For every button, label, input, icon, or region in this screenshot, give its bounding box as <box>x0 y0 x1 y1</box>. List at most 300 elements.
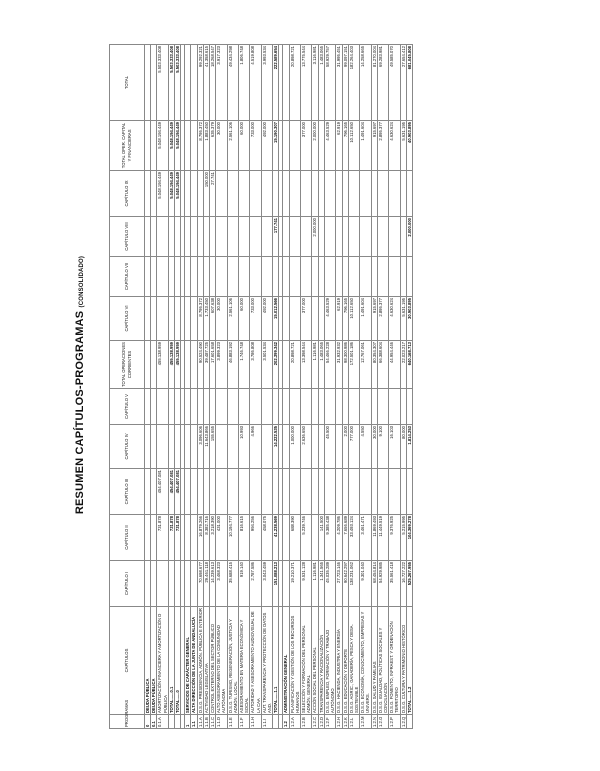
amount-cell <box>239 217 250 257</box>
amount-cell: 80.354.307 <box>371 341 377 389</box>
amount-cell: 30.000 <box>216 297 227 341</box>
amount-cell: 3.218.390 <box>210 515 216 561</box>
amount-cell: 44.954.446 <box>389 341 400 389</box>
program-label: TOTAL......0 <box>175 607 181 715</box>
amount-cell: 1.483.065 <box>318 45 324 121</box>
amount-cell: 9.301.040 <box>360 561 371 607</box>
program-label: D.S.G. AGRIC., GANADERÍA, PESCA Y DESA. SOSTENIBLE <box>348 607 359 715</box>
amount-cell: 5.048.194.449 <box>157 121 168 171</box>
amount-cell <box>216 389 227 425</box>
amount-cell: 455.138.959 <box>157 341 168 389</box>
program-code: 1.2 <box>283 715 289 729</box>
amount-cell <box>250 171 261 217</box>
amount-cell <box>289 389 300 425</box>
amount-cell: 15.012.566 <box>273 297 279 341</box>
amount-cell: 69.283.981 <box>377 45 388 121</box>
program-code: 0 <box>145 715 151 729</box>
amount-cell: 16.103 <box>389 425 400 469</box>
amount-cell <box>227 257 238 297</box>
amount-cell: 14.258.665 <box>360 45 371 121</box>
amount-cell <box>377 171 388 217</box>
amount-cell: 104.369.278 <box>406 515 412 561</box>
amount-cell: 10.993 <box>239 425 250 469</box>
program-code: 1.1.H <box>250 715 261 729</box>
column-header: TOTAL OPER. CAPITAL Y FINANCIERAS <box>110 121 145 171</box>
amount-cell: 4.519.808 <box>250 45 261 121</box>
program-label: D.S.G. EMPLEO, FORMACIÓN Y TRABAJO AUTÓNOMO <box>324 607 335 715</box>
amount-cell <box>216 469 227 515</box>
amount-cell: 816.615 <box>239 515 250 561</box>
table-row <box>389 45 400 729</box>
amount-cell <box>239 389 250 425</box>
amount-cell <box>301 217 312 257</box>
amount-cell: 1.883.450 <box>203 121 209 171</box>
amount-cell: 731.878 <box>168 515 174 561</box>
amount-cell: 607.638 <box>210 297 216 341</box>
column-header: CAPÍTULO III <box>110 469 145 515</box>
column-header: CAPÍTULO VIII <box>110 217 145 257</box>
program-code: 1.2.P <box>389 715 400 729</box>
program-code: 1.2.A <box>289 715 300 729</box>
amount-cell <box>289 121 300 171</box>
amount-cell: 1.814.253 <box>406 425 412 469</box>
amount-cell <box>289 297 300 341</box>
amount-cell: 16.727.222 <box>400 561 406 607</box>
amount-cell: 29.461.118 <box>203 561 209 607</box>
amount-cell: 2.636.650 <box>301 425 312 469</box>
amount-cell: 5.503.333.408 <box>175 45 181 121</box>
amount-cell <box>406 171 412 217</box>
program-label: ASESORAMIENTO EN MATERIA ECONÓMICA Y SOCIAL <box>239 607 250 715</box>
program-code: 1.2.M <box>360 715 371 729</box>
amount-cell: 377.000 <box>301 121 312 171</box>
amount-cell: 3.501.534 <box>261 341 272 389</box>
amount-cell: 492.000 <box>261 121 272 171</box>
amount-cell: 733.000 <box>250 297 261 341</box>
amount-cell: 796.165 <box>342 121 348 171</box>
amount-cell: 202.399.342 <box>273 341 279 389</box>
amount-cell: 688.390 <box>289 515 300 561</box>
amount-cell: 182.264.403 <box>348 45 359 121</box>
amount-cell: 80.000 <box>400 425 406 469</box>
column-header: CAPÍTULO V <box>110 389 145 425</box>
amount-cell <box>227 425 238 469</box>
amount-cell: 1.733.450 <box>203 297 209 341</box>
amount-cell <box>261 389 272 425</box>
program-label: CONTROL EXTERNO DEL SECTOR PÚBLICO <box>210 607 216 715</box>
amount-cell: 9.531.128 <box>301 561 312 607</box>
amount-cell: 4.630.624 <box>389 121 400 171</box>
program-label: AUT. TRANSPARENCIA Y PROTECCIÓN DE DATOS AND. <box>261 607 272 715</box>
amount-cell <box>289 171 300 217</box>
amount-cell: 35.688.415 <box>227 561 238 607</box>
table-row <box>360 45 371 729</box>
amount-cell: 60.000 <box>239 121 250 171</box>
program-label: SERVICIOS DE CARÁCTER GENERAL <box>185 607 191 715</box>
column-header: CAPÍTULOS <box>110 607 145 715</box>
amount-cell: 994.256 <box>250 515 261 561</box>
amount-cell: 1.491.604 <box>360 297 371 341</box>
amount-cell: 8.382.716 <box>203 515 209 561</box>
amount-cell <box>216 171 227 217</box>
amount-cell: 1.341.565 <box>318 561 324 607</box>
amount-cell <box>157 217 168 257</box>
amount-cell: 14.222.535 <box>273 425 279 469</box>
column-header: TOTAL OPERACIONES CORRIENTES <box>110 341 145 389</box>
amount-cell: 45.035.289 <box>324 561 335 607</box>
program-code: 1.2.H <box>336 715 342 729</box>
program-code: 1.2.B <box>301 715 312 729</box>
table-row <box>289 45 300 729</box>
program-code: 1 <box>185 715 191 729</box>
amount-cell: 54.929.985 <box>377 561 388 607</box>
program-code: 1.2.O <box>377 715 388 729</box>
amount-cell <box>157 389 168 425</box>
amount-cell: 2.000.000 <box>312 217 318 257</box>
amount-cell: 12.767.061 <box>360 341 371 389</box>
amount-cell <box>261 217 272 257</box>
amount-cell: 492.000 <box>261 297 272 341</box>
amount-cell: 5.048.194.449 <box>168 171 174 217</box>
amount-cell: 3.116.981 <box>312 45 318 121</box>
program-label: PLANIFICACIÓN Y GESTIÓN DE LOS RECURSOS HUMANOS <box>289 607 300 715</box>
amount-cell: 4.209.786 <box>336 515 342 561</box>
amount-cell: 27.654.412 <box>400 45 406 121</box>
program-label: TOTAL......0.1 <box>168 607 174 715</box>
amount-cell: 919.140 <box>239 561 250 607</box>
amount-cell: 4.463.529 <box>324 121 335 171</box>
amount-cell <box>389 217 400 257</box>
program-code: 1.2.F <box>324 715 335 729</box>
amount-cell <box>360 469 371 515</box>
amount-cell: 41.358.615 <box>203 45 209 121</box>
amount-cell <box>324 389 335 425</box>
amount-cell <box>348 257 359 297</box>
amount-cell <box>389 389 400 425</box>
amount-cell: 733.000 <box>250 121 261 171</box>
amount-cell: 30.903.895 <box>406 297 412 341</box>
amount-cell: 454.407.081 <box>168 469 174 515</box>
table-row <box>301 45 312 729</box>
amount-cell <box>227 389 238 425</box>
amount-cell <box>261 425 272 469</box>
program-label: D.S.G. IGUALDAD, POLÍTICAS SOCIALES Y CONCILIACIÓN <box>377 607 388 715</box>
amount-cell: 20.898.721 <box>289 341 300 389</box>
amount-cell: 915.697 <box>371 121 377 171</box>
column-header: CAPÍTULO VI <box>110 297 145 341</box>
amount-cell <box>348 171 359 217</box>
table-row <box>377 45 388 729</box>
amount-cell <box>377 217 388 257</box>
amount-cell: 172.501.186 <box>348 341 359 389</box>
amount-cell: 8.795.372 <box>197 121 203 171</box>
page-title <box>74 35 86 735</box>
amount-cell <box>406 257 412 297</box>
amount-cell: 150.000 <box>203 171 209 217</box>
amount-cell: 66.388.604 <box>377 341 388 389</box>
amount-cell: 2.561.106 <box>227 121 238 171</box>
amount-cell <box>348 217 359 257</box>
program-label: ACTIVIDAD LEGISLATIVA <box>203 607 209 715</box>
program-label: DEUDA PÚBLICA <box>151 607 157 715</box>
program-code: 1.2.N <box>371 715 377 729</box>
amount-cell: 90.642.297 <box>342 561 348 607</box>
program-label: TOTAL......1.1 <box>273 607 279 715</box>
amount-cell <box>301 469 312 515</box>
amount-cell <box>261 171 272 217</box>
program-code: 1.2.C <box>312 715 318 729</box>
amount-cell: 15.190.307 <box>273 121 279 171</box>
amount-cell <box>360 389 371 425</box>
program-label: AUTORIDAD Y ASESORAMIENTO AUDIOVISUAL DE LA CAA <box>250 607 261 715</box>
amount-cell: 3.043.459 <box>261 561 272 607</box>
amount-cell: 13.775.544 <box>301 45 312 121</box>
amount-cell: 58.929.757 <box>324 45 335 121</box>
amount-cell: 20.898.721 <box>289 45 300 121</box>
amount-cell: 98.300.986 <box>342 341 348 389</box>
amount-cell <box>216 257 227 297</box>
program-code: 1.2.Q <box>400 715 406 729</box>
amount-cell: 2.787.586 <box>250 561 261 607</box>
program-code: 0.1.A <box>157 715 168 729</box>
amount-cell <box>406 389 412 425</box>
amount-cell: 5.048.194.449 <box>157 171 168 217</box>
amount-cell <box>360 171 371 217</box>
amount-cell: 458.075 <box>261 515 272 561</box>
amount-cell: 1.806.748 <box>239 45 250 121</box>
amount-cell: 731.878 <box>175 515 181 561</box>
amount-cell <box>157 297 168 341</box>
amount-cell: 5.239.746 <box>301 515 312 561</box>
amount-cell: 40.903.895 <box>406 121 412 171</box>
amount-cell: 11.869.493 <box>371 515 377 561</box>
table-body <box>145 45 413 729</box>
amount-cell: 10.112.650 <box>348 121 359 171</box>
amount-cell: 3.096.606 <box>197 425 203 469</box>
amount-cell <box>239 469 250 515</box>
amount-cell <box>324 171 335 217</box>
subtitle-text: (CONSOLIDADO) <box>79 255 85 308</box>
amount-cell: 49.585.070 <box>389 45 400 121</box>
column-header: TOTAL <box>110 45 145 121</box>
amount-cell <box>261 469 272 515</box>
amount-cell: 455.138.959 <box>168 341 174 389</box>
amount-cell <box>250 257 261 297</box>
amount-cell: 796.165 <box>342 297 348 341</box>
table-row <box>157 45 168 729</box>
amount-cell: 4.630.624 <box>389 297 400 341</box>
program-label: D.S.G. CULTURA Y PATRIMONIO HISTÓRICO <box>400 607 406 715</box>
amount-cell: 39.487.725 <box>203 341 209 389</box>
amount-cell <box>250 389 261 425</box>
amount-cell: 731.878 <box>157 515 168 561</box>
program-code <box>406 715 412 729</box>
program-label: D.S.G. PRESIDENCIA, ADMÓN. PÚBLICA E INTERIOR <box>197 608 203 713</box>
program-code: 1.1.D <box>216 715 227 729</box>
column-header: PROGRAMAS <box>110 715 145 729</box>
amount-cell: 1.116.981 <box>312 561 318 607</box>
column-header: CAPÍTULO VII <box>110 257 145 297</box>
amount-cell <box>250 469 261 515</box>
program-label: TRANSPARENCIA Y RACIONALIZACIÓN <box>318 607 324 715</box>
amount-cell: 31.995.451 <box>336 45 342 121</box>
amount-cell: 41.238.569 <box>273 515 279 561</box>
amount-cell: 4.966 <box>250 425 261 469</box>
amount-cell: 30.000 <box>216 121 227 171</box>
amount-cell: 1.000.000 <box>289 425 300 469</box>
amount-cell: 151.088.213 <box>273 561 279 607</box>
amount-cell: 3.786.808 <box>250 341 261 389</box>
amount-cell <box>227 171 238 217</box>
amount-cell <box>216 217 227 257</box>
program-code: 1.1.C <box>210 715 216 729</box>
amount-cell: 27.741 <box>210 171 216 217</box>
program-label: ACCIÓN SOCIAL DEL PERSONAL <box>312 607 318 715</box>
table-row <box>250 45 261 729</box>
amount-cell <box>239 171 250 217</box>
amount-cell: 2.895.377 <box>377 297 388 341</box>
amount-cell: 62.919 <box>336 121 342 171</box>
amount-cell: 222.589.654 <box>273 45 279 121</box>
table-row <box>227 45 238 729</box>
amount-cell: 10.194.777 <box>227 515 238 561</box>
amount-cell: 9.376.925 <box>389 515 400 561</box>
amount-cell: 635.379 <box>210 121 216 171</box>
amount-cell: 18.268.547 <box>210 45 216 121</box>
program-code: 1.1.F <box>239 715 250 729</box>
program-label: AMORTIZACIÓN FINANCIERA Y AMORTIZACIÓN D PÚBLICA <box>157 607 168 715</box>
amount-cell <box>389 469 400 515</box>
amount-cell <box>360 257 371 297</box>
amount-cell <box>157 561 168 607</box>
amount-cell: 54.466.228 <box>324 341 335 389</box>
program-code: 0.1 <box>151 715 157 729</box>
amount-cell <box>250 217 261 257</box>
amount-cell: 27.723.146 <box>336 561 342 607</box>
program-label: SELECCIÓN Y FORMACIÓN DEL PERSONAL ADMÓN. GENERAL <box>301 607 312 715</box>
amount-cell: 10.112.650 <box>348 297 359 341</box>
amount-cell: 915.697 <box>371 297 377 341</box>
amount-cell: 5.631.195 <box>400 297 406 341</box>
amount-cell: 377.000 <box>301 297 312 341</box>
amount-cell: 99.097.151 <box>342 45 348 121</box>
amount-cell: 5.215.995 <box>400 515 406 561</box>
amount-cell: 777.000 <box>348 425 359 469</box>
header-row <box>110 45 145 729</box>
amount-cell <box>261 257 272 297</box>
amount-cell: 3.993.534 <box>261 45 272 121</box>
program-label: ALTA DIRECCIÓN DE LA JUNTA DE ANDALUCÍA <box>191 607 197 715</box>
amount-cell: 138.231.062 <box>348 561 359 607</box>
column-header: CAPÍTULO IV <box>110 425 145 469</box>
program-code: 1.1.B <box>203 715 209 729</box>
amount-cell: 30.000 <box>371 425 377 469</box>
amount-cell <box>389 171 400 217</box>
amount-cell: 2.000.000 <box>406 217 412 257</box>
budget-sheet <box>65 35 535 735</box>
amount-cell: 681.045.808 <box>406 45 412 121</box>
amount-cell <box>289 217 300 257</box>
amount-cell: 454.407.081 <box>175 469 181 515</box>
amount-cell <box>406 469 412 515</box>
amount-cell: 60.000 <box>239 297 250 341</box>
amount-cell: 2.000 <box>342 425 348 469</box>
program-label: ALTO ASESORAMIENTO DE LA COMUNIDAD AUTÓNOMA <box>216 607 227 715</box>
table-row <box>216 45 227 729</box>
amount-cell: 640.168.713 <box>406 341 412 389</box>
amount-cell: 454.407.081 <box>157 469 168 515</box>
amount-cell: 3.461.471 <box>360 515 371 561</box>
amount-cell: 5.048.194.449 <box>175 171 181 217</box>
amount-cell <box>227 469 238 515</box>
table-row <box>324 45 335 729</box>
amount-cell: 455.138.959 <box>175 341 181 389</box>
amount-cell <box>289 257 300 297</box>
amount-cell: 1.116.981 <box>312 341 318 389</box>
table-row <box>406 45 412 729</box>
amount-cell: 155.655 <box>210 425 216 469</box>
amount-cell: 81.270.004 <box>371 45 377 121</box>
amount-cell <box>289 469 300 515</box>
amount-cell: 68.454.814 <box>371 561 377 607</box>
amount-cell: 4.550 <box>360 425 371 469</box>
program-label: D.S.G. FOMENTO, INFRAEST. Y ORDENACIÓN TERRITORIO <box>389 607 400 715</box>
program-code: 1.1.I <box>261 715 272 729</box>
program-label: ADMINISTRACIÓN GENERAL <box>283 607 289 715</box>
table-row <box>348 45 359 729</box>
amount-cell: 13.398.544 <box>301 341 312 389</box>
amount-cell <box>157 257 168 297</box>
amount-cell: 17.601.658 <box>210 341 216 389</box>
amount-cell: 9.385.438 <box>324 515 335 561</box>
amount-cell: 16.879.266 <box>197 515 203 561</box>
amount-cell <box>301 171 312 217</box>
amount-cell <box>301 257 312 297</box>
amount-cell: 9.100 <box>377 425 388 469</box>
program-label: D.S.G. EDUCACIÓN Y DEPORTE <box>342 607 348 715</box>
amount-cell: 2.561.106 <box>227 297 238 341</box>
amount-cell: 19.210.371 <box>289 561 300 607</box>
program-code: 1.1.E <box>227 715 238 729</box>
amount-cell <box>216 425 227 469</box>
amount-cell <box>348 389 359 425</box>
program-label: D.S.G. SALUD Y FAMILIAS <box>371 607 377 715</box>
program-label: DEUDA PÚBLICA <box>145 607 151 715</box>
amount-cell: 7.656.689 <box>342 515 348 561</box>
amount-cell: 3.899.323 <box>216 341 227 389</box>
table-row <box>239 45 250 729</box>
amount-cell <box>377 389 388 425</box>
program-code: 1.1.A <box>197 715 203 729</box>
amount-cell <box>360 217 371 257</box>
program-label: D.S.G. ECONOMÍA, CONOCIMIENTO, EMPRESAS Y UNIVERS. <box>360 607 371 715</box>
amount-cell: 4.463.529 <box>324 297 335 341</box>
amount-cell: 431.000 <box>216 515 227 561</box>
amount-cell: 525.267.955 <box>406 561 412 607</box>
title-text: RESUMEN CAPÍTULOS-PROGRAMAS <box>74 310 86 515</box>
program-code: 1.2.K <box>342 715 348 729</box>
amount-cell: 1.483.065 <box>318 341 324 389</box>
amount-cell: 2.000.000 <box>312 121 318 171</box>
amount-cell: 45.500 <box>324 425 335 469</box>
column-header: CAPÍTULO II <box>110 515 145 561</box>
amount-cell: 90.524.490 <box>197 341 203 389</box>
program-code: 1.2.L <box>348 715 359 729</box>
amount-cell: 141.500 <box>318 515 324 561</box>
amount-cell: 5.503.333.408 <box>157 45 168 121</box>
budget-table <box>109 44 413 729</box>
amount-cell: 2.895.377 <box>377 121 388 171</box>
